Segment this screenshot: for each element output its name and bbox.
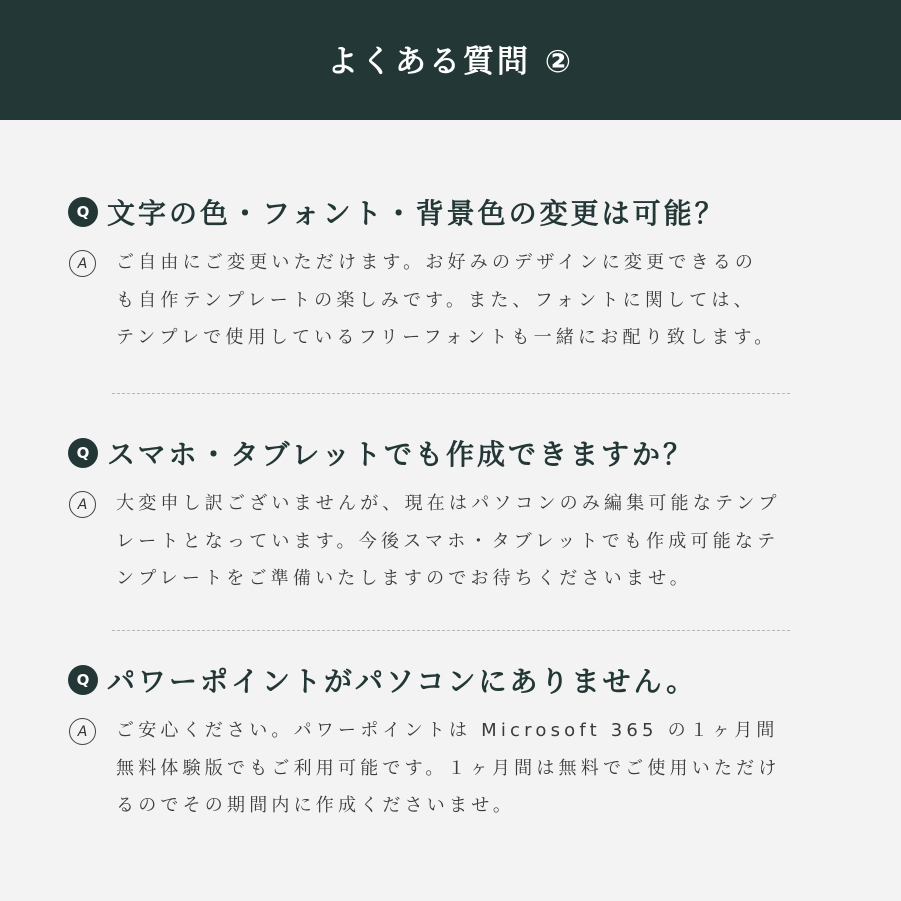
- answer-icon: A: [69, 718, 96, 745]
- answer-row: [68, 244, 808, 357]
- question-text: スマホ・タブレットでも作成できますか？: [107, 438, 695, 471]
- answer-row: [68, 712, 808, 825]
- faq-item: [68, 433, 808, 598]
- header-banner: [0, 0, 901, 120]
- question-icon: Q: [68, 438, 98, 468]
- answer-line: ンプレートをご準備いたしますのでお待ちくださいませ。: [116, 568, 692, 589]
- answer-line: レートとなっています。今後スマホ・タブレットでも作成可能なテ: [116, 530, 780, 552]
- answer-text: [116, 712, 808, 825]
- question-text: パワーポイントがパソコンにありません。: [107, 665, 698, 698]
- answer-line: ご安心ください。パワーポイントは Microsoft 365 の１ヶ月間: [116, 720, 779, 741]
- answer-line: も自作テンプレートの楽しみです。また、フォントに関しては、: [116, 289, 756, 311]
- answer-icon: A: [69, 491, 96, 518]
- question-row: [68, 192, 808, 232]
- question-row: [68, 660, 808, 700]
- answer-line: テンプレで使用しているフリーフォントも一緒にお配り致します。: [116, 327, 777, 348]
- answer-line: ご自由にご変更いただけます。お好みのデザインに変更できるの: [116, 252, 758, 273]
- answer-line: るのでその期間内に作成くださいませ。: [116, 795, 516, 816]
- page-title: よくある質問 ②: [326, 43, 575, 80]
- answer-line: 無料体験版でもご利用可能です。１ヶ月間は無料でご使用いただけ: [116, 757, 781, 779]
- faq-item: [68, 192, 808, 357]
- faq-item: [68, 660, 808, 825]
- answer-row: [68, 485, 808, 598]
- dashed-divider: [112, 630, 790, 631]
- answer-text: [116, 244, 808, 357]
- answer-text: [116, 485, 808, 598]
- question-text: 文字の色・フォント・背景色の変更は可能？: [107, 197, 726, 230]
- question-row: [68, 433, 808, 473]
- answer-line: 大変申し訳ございませんが、現在はパソコンのみ編集可能なテンプ: [116, 493, 781, 514]
- question-icon: Q: [68, 197, 98, 227]
- question-icon: Q: [68, 665, 98, 695]
- dashed-divider: [112, 393, 790, 394]
- answer-icon: A: [69, 250, 96, 277]
